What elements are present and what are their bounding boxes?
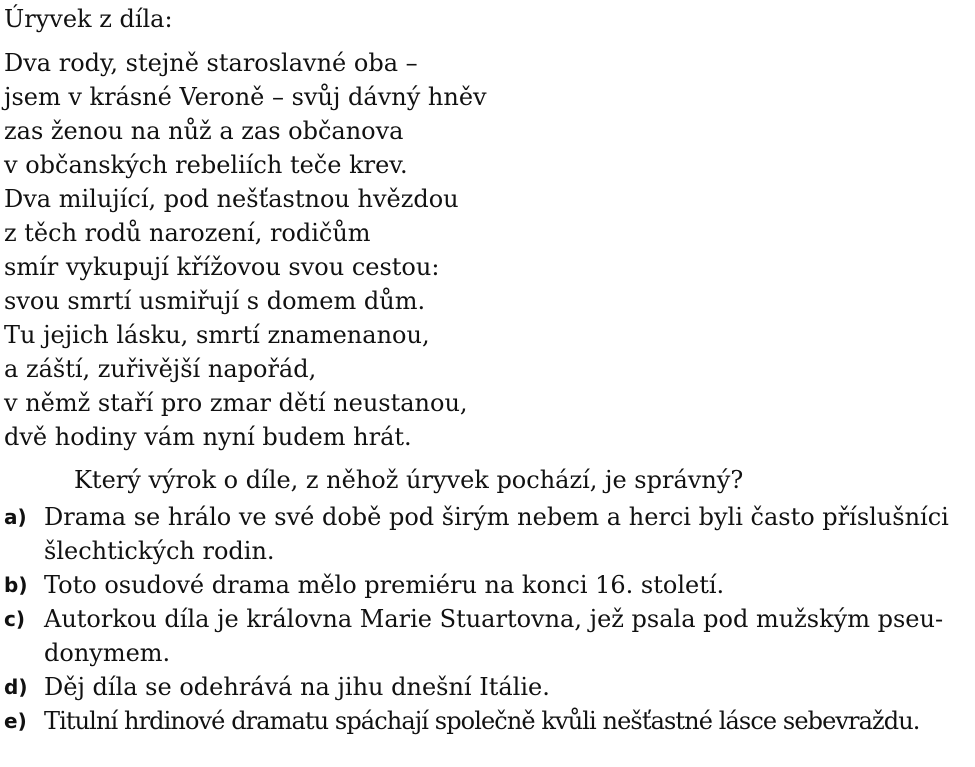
option-letter: e) xyxy=(4,709,27,733)
question-text: Který výrok o díle, z něhož úryvek pochází, je správný? xyxy=(74,466,744,494)
poem-line: Dva milující, pod nešťastnou hvězdou xyxy=(4,185,459,213)
poem-excerpt xyxy=(4,46,487,454)
option-letter: c) xyxy=(4,607,25,631)
answer-option-d[interactable] xyxy=(4,670,970,704)
option-text-line: Autorkou díla je královna Marie Stuartovna, jež psala pod mužským pseu- xyxy=(44,605,944,633)
option-text-line: Toto osudové drama mělo premiéru na konci 16. století. xyxy=(44,571,725,599)
answer-option-e[interactable] xyxy=(4,704,970,738)
excerpt-heading: Úryvek z díla: xyxy=(4,5,173,33)
option-text-line: Drama se hrálo ve své době pod širým nebem a herci byli často příslušníci xyxy=(44,503,949,531)
poem-line: v němž staří pro zmar dětí neustanou, xyxy=(4,389,468,417)
poem-line: Tu jejich lásku, smrtí znamenanou, xyxy=(4,321,430,349)
poem-line: zas ženou na nůž a zas občanova xyxy=(4,117,404,145)
option-letter: d) xyxy=(4,675,28,699)
answer-option-b[interactable] xyxy=(4,568,970,602)
option-letter: b) xyxy=(4,573,28,597)
poem-line: a záští, zuřivější napořád, xyxy=(4,355,317,383)
poem-line: v občanských rebeliích teče krev. xyxy=(4,151,408,179)
option-text-line: donymem. xyxy=(44,639,171,667)
poem-line: jsem v krásné Veroně – svůj dávný hněv xyxy=(4,83,487,111)
poem-line: Dva rody, stejně staroslavné oba – xyxy=(4,49,418,77)
answer-options xyxy=(4,500,970,738)
poem-line: dvě hodiny vám nyní budem hrát. xyxy=(4,423,412,451)
option-text-line: Titulní hrdinové dramatu spáchají společně kvůli nešťastné lásce sebevraždu. xyxy=(44,707,920,735)
poem-line: z těch rodů narození, rodičům xyxy=(4,219,371,247)
poem-line: smír vykupují křížovou svou cestou: xyxy=(4,253,440,281)
answer-option-c[interactable] xyxy=(4,602,970,670)
poem-line: svou smrtí usmiřují s domem dům. xyxy=(4,287,426,315)
option-text-line: Děj díla se odehrává na jihu dnešní Itálie. xyxy=(44,673,550,701)
answer-option-a[interactable] xyxy=(4,500,970,568)
option-letter: a) xyxy=(4,505,27,529)
option-text-line: šlechtických rodin. xyxy=(44,537,275,565)
